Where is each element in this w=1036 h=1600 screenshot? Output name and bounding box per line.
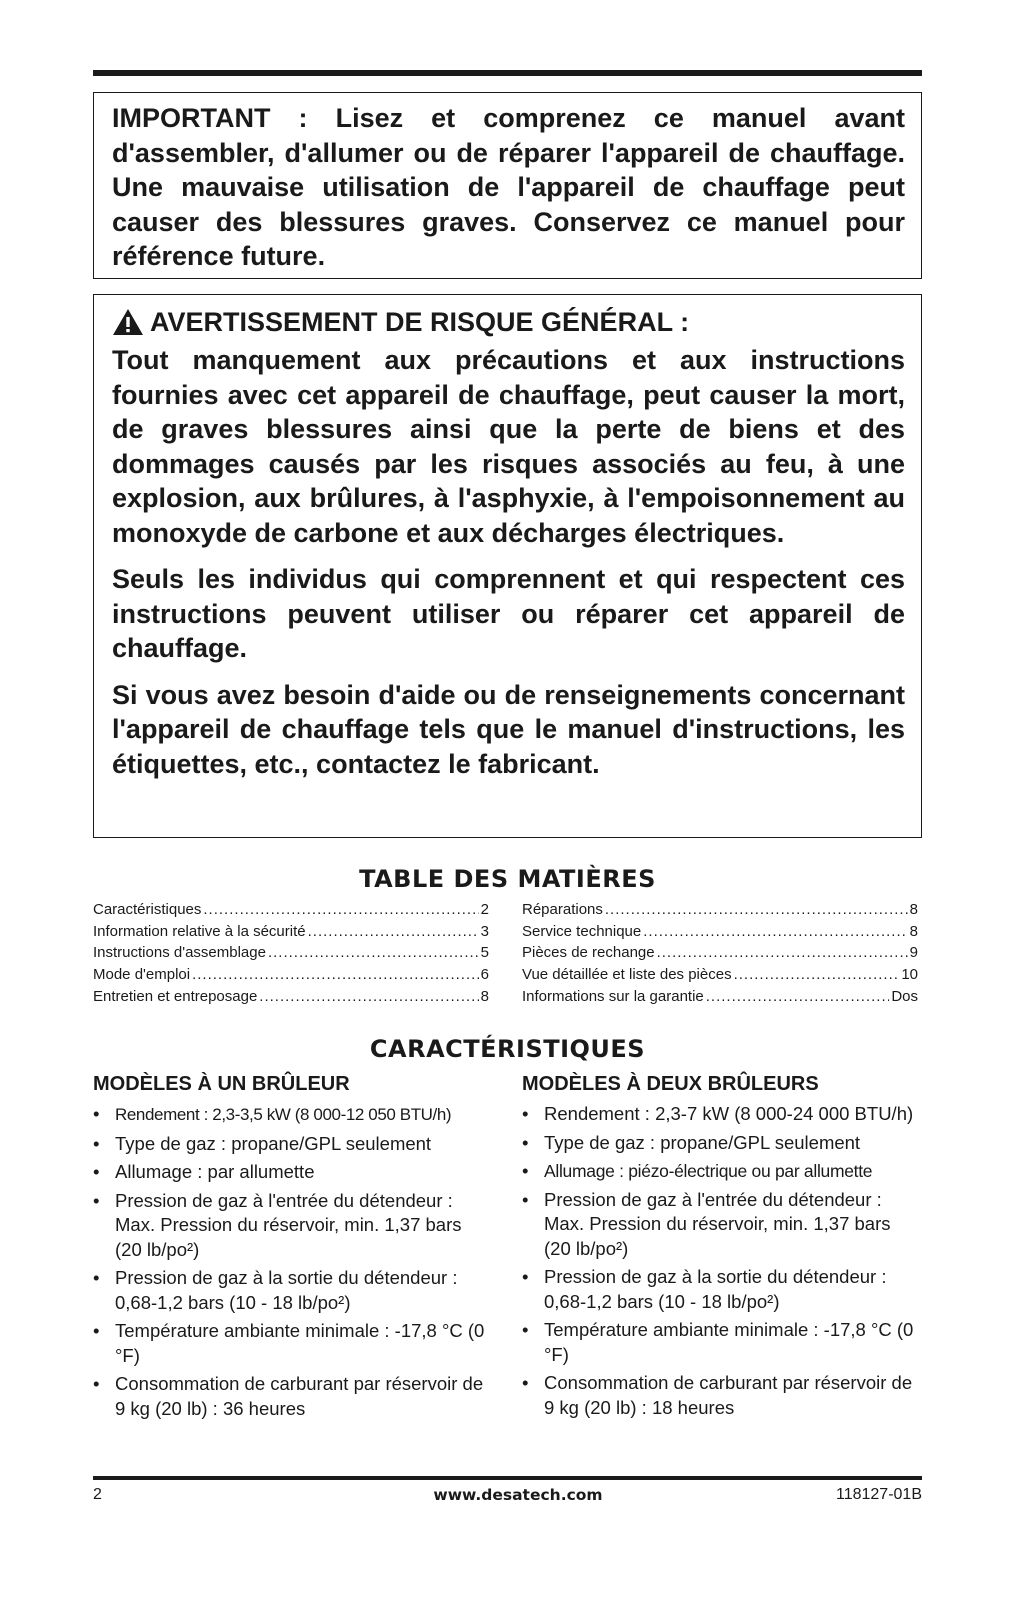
- warning-paragraph: Tout manquement aux précautions et aux instructions fournies avec cet appareil de chauffage, peut causer la mort, de graves blessures ainsi que la perte de biens et des dommages causés par les risques associés au feu, à une explosion, aux brûlures, à l'asphyxie, à l'empoisonnement au monoxyde de carbone et aux décharges électriques.: [112, 345, 905, 548]
- spec-item: [93, 1132, 493, 1157]
- toc-leader-dots: [308, 921, 479, 943]
- toc-entry-label: Mode d'emploi: [93, 966, 191, 984]
- warning-paragraph: Si vous avez besoin d'aide ou de renseignements concernant l'appareil de chauffage tels que le manuel d'instructions, les étiquettes, etc., contactez le fabricant.: [112, 679, 905, 779]
- spec-item-text: Rendement : 2,3-7 kW (8 000-24 000 BTU/h): [544, 1103, 914, 1124]
- spec-item-text: Pression de gaz à l'entrée du détendeur : Max. Pression du réservoir, min. 1,37 bars (20 lb/po²): [544, 1188, 891, 1259]
- toc-leader-dots: [706, 986, 890, 1008]
- toc-leader-dots: [192, 964, 479, 986]
- page-number: 2: [93, 1486, 102, 1503]
- spec-item: [93, 1372, 493, 1421]
- important-notice-text: IMPORTANT : Lisez et comprenez ce manuel avant d'assembler, d'allumer ou de réparer l'appareil de chauffage. Une mauvaise utilisation de l'appareil de chauffage peut causer des blessures graves. Conservez ce manuel pour référence future.: [112, 103, 905, 271]
- toc-entry[interactable]: [522, 899, 918, 921]
- toc-entry-page: 3: [480, 922, 489, 940]
- spec-item: [522, 1318, 922, 1367]
- toc-entry-page: 5: [480, 944, 489, 962]
- toc-leader-dots: [203, 899, 478, 921]
- spec-item-text: Température ambiante minimale : -17,8 °C (0 °F): [115, 1320, 485, 1366]
- toc-entry-page: 8: [480, 987, 489, 1005]
- toc-entry-label: Entretien et entreposage: [93, 987, 258, 1005]
- toc-entry[interactable]: [93, 942, 489, 964]
- toc-entry-label: Pièces de rechange: [522, 944, 655, 962]
- spec-item: [522, 1371, 922, 1420]
- toc-entry-page: 6: [480, 966, 489, 984]
- toc-left-column: [93, 899, 489, 1008]
- toc-entry-label: Instructions d'assemblage: [93, 944, 266, 962]
- toc-leader-dots: [268, 942, 479, 964]
- toc-entry-label: Service technique: [522, 922, 642, 940]
- double-burner-title: MODÈLES À DEUX BRÛLEURS: [522, 1073, 819, 1095]
- warning-triangle-icon: [112, 308, 144, 336]
- top-rule: [93, 70, 922, 76]
- spec-item: [93, 1160, 493, 1185]
- spec-item: [522, 1159, 922, 1184]
- important-notice-box: [93, 92, 922, 279]
- spec-item-text: Pression de gaz à la sortie du détendeur : 0,68-1,2 bars (10 - 18 lb/po²): [544, 1266, 887, 1312]
- toc-entry-label: Informations sur la garantie: [522, 987, 704, 1005]
- spec-item-text: Pression de gaz à la sortie du détendeur : 0,68-1,2 bars (10 - 18 lb/po²): [115, 1267, 458, 1313]
- website-link[interactable]: www.desatech.com: [433, 1486, 603, 1504]
- toc-heading: TABLE DES MATIÈRES: [359, 865, 656, 893]
- toc-entry[interactable]: [93, 964, 489, 986]
- toc-entry-label: Caractéristiques: [93, 901, 202, 918]
- toc-entry-label: Vue détaillée et liste des pièces: [522, 966, 732, 984]
- double-burner-models: [522, 1072, 922, 1424]
- toc-entry-page: 10: [901, 966, 918, 984]
- toc-entry[interactable]: [522, 921, 918, 943]
- spec-item: [93, 1266, 493, 1315]
- warning-paragraph: Seuls les individus qui comprennent et qui respectent ces instructions peuvent utiliser ou réparer cet appareil de chauffage.: [112, 564, 905, 663]
- toc-leader-dots: [605, 899, 908, 921]
- warning-title: AVERTISSEMENT DE RISQUE GÉNÉRAL :: [150, 307, 690, 337]
- spec-item-text: Type de gaz : propane/GPL seulement: [115, 1132, 432, 1154]
- spec-item-text: Type de gaz : propane/GPL seulement: [544, 1131, 861, 1153]
- spec-item-text: Consommation de carburant par réservoir de 9 kg (20 lb) : 18 heures: [544, 1372, 913, 1418]
- toc-entry[interactable]: [522, 942, 918, 964]
- spec-item-text: Allumage : par allumette: [115, 1161, 315, 1182]
- toc-entry[interactable]: [522, 986, 918, 1008]
- double-burner-spec-list: [522, 1102, 922, 1420]
- single-burner-spec-list: [93, 1102, 493, 1421]
- spec-item: [522, 1131, 922, 1156]
- spec-item: [522, 1188, 922, 1262]
- spec-item-text: Température ambiante minimale : -17,8 °C (0 °F): [544, 1319, 914, 1365]
- toc-entry-label: Information relative à la sécurité: [93, 922, 306, 940]
- toc-entry-page: 9: [909, 944, 918, 962]
- toc-entry-page: Dos: [891, 987, 918, 1005]
- toc-entry-label: Réparations: [522, 901, 603, 918]
- toc-entry-page: 8: [909, 901, 918, 918]
- toc-entry[interactable]: [522, 964, 918, 986]
- toc-entry[interactable]: [93, 986, 489, 1008]
- toc-entry-page: 2: [480, 901, 489, 918]
- spec-item: [93, 1319, 493, 1368]
- toc-leader-dots: [643, 921, 907, 943]
- toc-right-column: [522, 899, 918, 1008]
- spec-item-text: Allumage : piézo-électrique ou par allumette: [544, 1161, 873, 1181]
- toc-leader-dots: [657, 942, 908, 964]
- toc-leader-dots: [259, 986, 478, 1008]
- document-number: 118127-01B: [836, 1486, 922, 1503]
- toc-entry-page: 8: [909, 922, 918, 940]
- spec-item-text: Rendement : 2,3-3,5 kW (8 000-12 050 BTU/h): [115, 1105, 452, 1124]
- toc-leader-dots: [734, 964, 900, 986]
- single-burner-models: [93, 1072, 493, 1425]
- spec-item: [93, 1189, 493, 1263]
- spec-item: [522, 1102, 922, 1127]
- general-hazard-warning-box: [93, 294, 922, 838]
- toc-entry[interactable]: [93, 921, 489, 943]
- spec-item: [93, 1102, 493, 1128]
- spec-item-text: Pression de gaz à l'entrée du détendeur : Max. Pression du réservoir, min. 1,37 bars (20 lb/po²): [115, 1189, 462, 1260]
- spec-item: [522, 1265, 922, 1314]
- single-burner-title: MODÈLES À UN BRÛLEUR: [93, 1073, 350, 1095]
- toc-entry[interactable]: [93, 899, 489, 921]
- specifications-heading: CARACTÉRISTIQUES: [369, 1035, 646, 1063]
- bottom-rule: [93, 1476, 922, 1480]
- warning-title-row: [112, 305, 905, 339]
- spec-item-text: Consommation de carburant par réservoir de 9 kg (20 lb) : 36 heures: [115, 1373, 484, 1419]
